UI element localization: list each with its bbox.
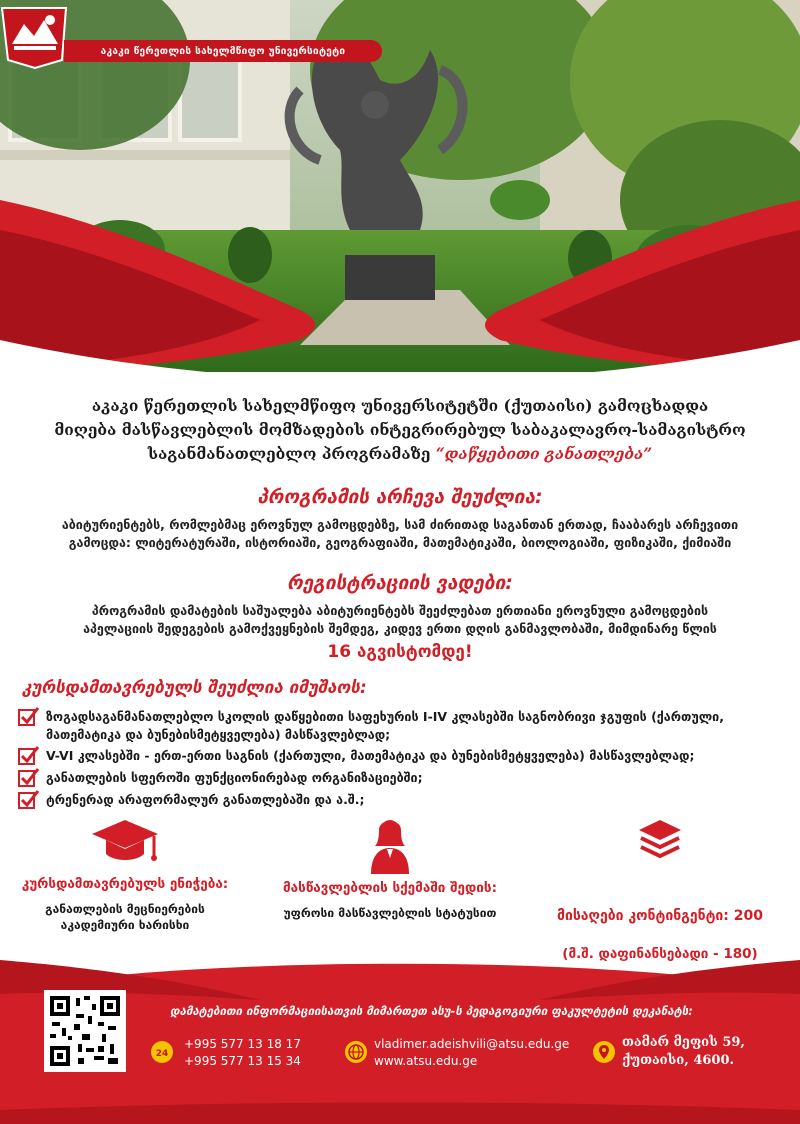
job-item-4: ტრენერად არაფორმალურ განათლებაში და ა.შ.;: [46, 792, 365, 807]
registration-text: [20, 602, 780, 638]
hero-photo: [0, 0, 800, 372]
program-choice-line-2: გამოცდა: ლიტერატურაში, ისტორიაში, გეოგრაფიაში, მათემატიკაში, ბიოლოგიაში, ფიზიკაში, ქიმიაში: [68, 535, 732, 550]
intro-announcement: [30, 394, 770, 466]
location-pin-icon: [592, 1040, 616, 1066]
registration-deadline: 16 აგვისტომდე!: [327, 642, 473, 662]
job-item-2: V-VI კლასებში - ერთ-ერთი საგნის (ქართული, მათემატიკა და ბუნებისმეტყველება) მასწავლებლად;: [46, 748, 695, 763]
intro-line-1: აკაკი წერეთლის სახელმწიფო უნივერსიტეტში (ქუთაისი) გამოცხადდა: [91, 396, 709, 415]
registration-title: რეგისტრაციის ვადები:: [287, 572, 513, 594]
program-choice-title: პროგრამის არჩევა შეუძლია:: [257, 486, 543, 508]
intro-line-3-text: საგანმანათლებლო პროგრამაზე: [147, 444, 431, 463]
admission-places-block: [545, 818, 775, 962]
list-item: [18, 708, 788, 744]
checkbox-icon: [18, 790, 40, 810]
phone-2[interactable]: +995 577 13 15 34: [184, 1054, 301, 1068]
checkbox-icon: [18, 768, 40, 788]
admission-places: მისაღები კონტინგენტი: 200: [557, 908, 763, 924]
graduate-head: კურსდამთავრებულს ენიჭება:: [21, 876, 229, 892]
address: [622, 1034, 745, 1070]
email-and-website: [374, 1036, 569, 1070]
intro-line-3: [30, 442, 770, 466]
university-logo: [0, 0, 70, 70]
list-item: [18, 747, 788, 766]
svg-text:24: 24: [155, 1049, 169, 1059]
address-line-2: ქუთაისი, 4600.: [622, 1053, 735, 1068]
program-name: “დაწყებითი განათლება”: [435, 444, 653, 463]
phone-numbers: [184, 1036, 301, 1070]
jobs-title: კურსდამთავრებულს შეუძლია იმუშაოს:: [22, 678, 367, 698]
scheme-head: მასწავლებლის სქემაში შედის:: [283, 880, 497, 896]
checkbox-icon: [18, 746, 40, 766]
phone-1[interactable]: +995 577 13 18 17: [184, 1037, 301, 1051]
scheme-status: უფროსი მასწავლებლის სტატუსით: [283, 906, 497, 920]
website-link[interactable]: www.atsu.edu.ge: [374, 1054, 478, 1068]
registration-line-2: აპელაციის შედეგების გამოქვეყნების შემდეგ, კიდევ ერთი დღის განმავლობაში, მიმდინარე წლის: [83, 621, 717, 636]
job-item-1: ზოგადსაგანმანათლებლო სკოლის დაწყებითი საფეხურის I-IV კლასებში საგნობრივი ჯგუფის (ქართული, მათემატიკა და ბუნებისმეტყველება) მასწავლებლად;: [46, 709, 724, 742]
address-line-1: თამარ მეფის 59,: [622, 1035, 745, 1050]
checkbox-icon: [18, 707, 40, 727]
layers-icon: [637, 818, 683, 862]
phone-24-icon: [150, 1040, 174, 1064]
graduate-degree: განათლების მეცნიერების აკადემიური ხარისხი: [45, 902, 205, 932]
university-name-banner: აკაკი წერეთლის სახელმწიფო უნივერსიტეტი: [64, 40, 382, 62]
graduation-cap-icon: [90, 818, 160, 870]
globe-icon: [344, 1040, 368, 1064]
qr-code[interactable]: [44, 990, 126, 1072]
registration-line-1: პროგრამის დამატების საშუალება აბიტურიენტებს შეეძლებათ ერთიანი ეროვნული გამოცდების: [91, 603, 709, 618]
funded-places: (მ.შ. დაფინანსებადი - 180): [562, 946, 758, 962]
contact-heading: დამატებითი ინფორმაციისათვის მიმართეთ ასუ-ს პედაგოგიური ფაკულტეტის დეკანატს:: [170, 1004, 693, 1018]
jobs-list: [18, 708, 788, 813]
graduate-degree-block: [10, 818, 240, 933]
woman-teacher-icon: [365, 818, 415, 874]
program-choice-line-1: აბიტურიენტებს, რომლებმაც ეროვნულ გამოცდებზე, სამ ძირითად საგანთან ერთად, ჩააბარეს არჩევითი: [61, 517, 739, 532]
intro-line-2: მიღება მასწავლებლის მომზადების ინტეგრირებულ საბაკალავრო-სამაგისტრო: [54, 420, 746, 439]
teacher-scheme-block: [275, 818, 505, 921]
job-item-3: განათლების სფეროში ფუნქციონირებად ორგანიზაციებში;: [46, 770, 423, 785]
list-item: [18, 791, 788, 810]
program-choice-text: [20, 516, 780, 552]
email-link[interactable]: vladimer.adeishvili@atsu.edu.ge: [374, 1037, 570, 1051]
list-item: [18, 769, 788, 788]
